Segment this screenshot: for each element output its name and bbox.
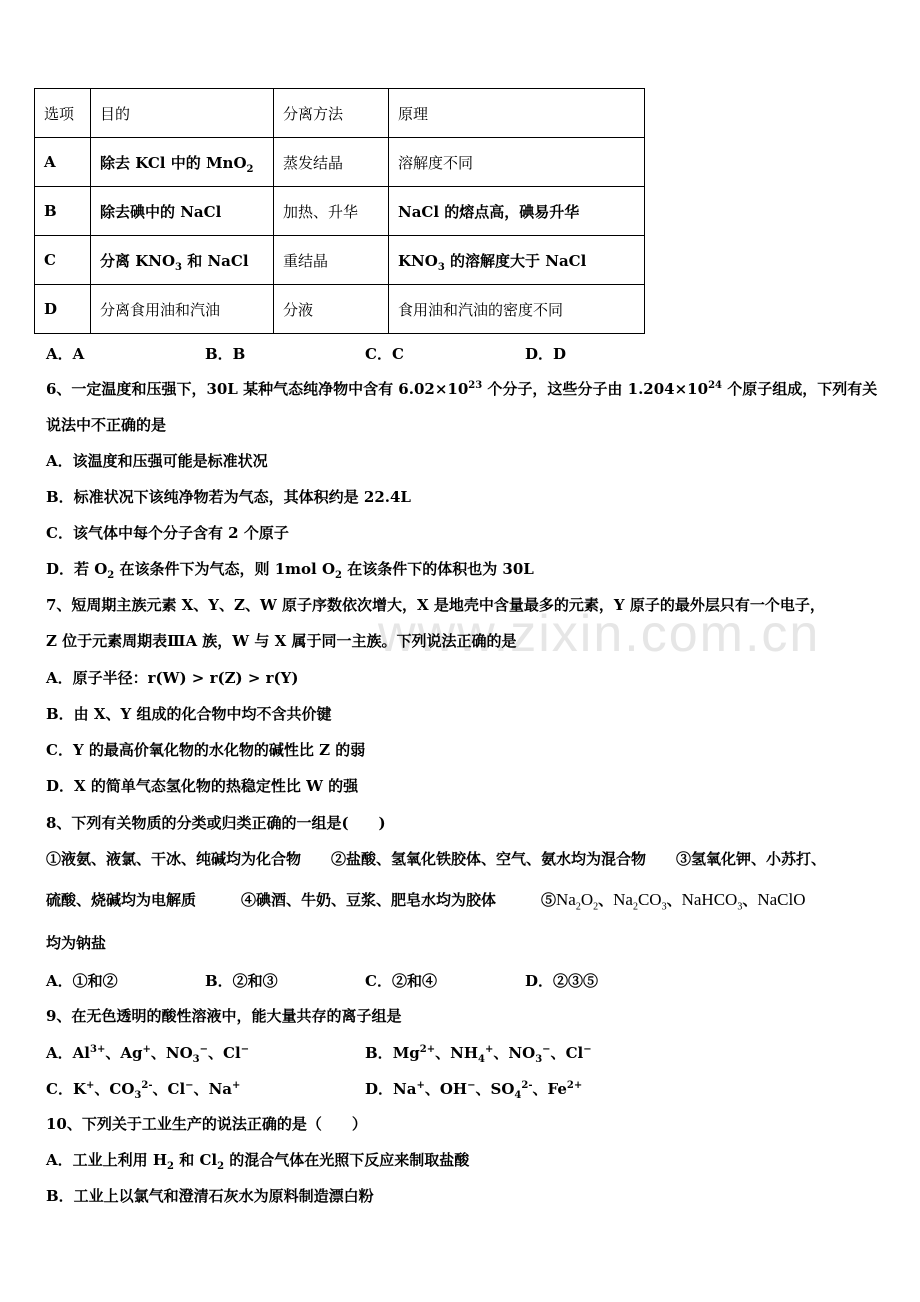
table-row [35,236,645,285]
q6-stem-line-2: 说法中不正确的是 [46,416,167,434]
principle-cell: NaCl 的熔点高，碘易升华 [389,187,645,236]
purpose-cell: 分离食用油和汽油 [91,285,274,334]
q5-option-b: B．B [205,345,246,363]
q7-option-c: C．Y 的最高价氧化物的水化物的碱性比 Z 的弱 [46,741,366,759]
q9-option-c: C．K+、$CO_3^{2-}$、Cl−、Na+ [46,1080,241,1101]
ion: $NH_4^+$ [450,1044,494,1065]
q6-option-b: B．标准状况下该纯净物若为气态，其体积约是 22.4L [46,488,411,506]
table-row [35,187,645,236]
principle-cell: 溶解度不同 [389,138,645,187]
ion: Cl− [565,1044,592,1062]
ion: Na+ [393,1080,425,1098]
formula-naclo: NaClO [757,890,806,909]
q8-option-a: A．①和② [46,972,118,990]
q7-stem-line-2: Z 位于元素周期表ⅢA 族，W 与 X 属于同一主族。下列说法正确的是 [46,632,517,650]
formula-na2co3: $Na_2CO_3$ [613,890,667,913]
ion: K+ [72,1080,95,1098]
ion: Cl− [167,1080,194,1098]
q9-stem: 9、在无色透明的酸性溶液中，能大量共存的离子组是 [46,1007,402,1025]
q8-statement-line-1: ①液氨、液氯、干冰、纯碱均为化合物 ②盐酸、氢氧化铁胶体、空气、氨水均为混合物 ③氢氧化钾、小苏打、 [46,850,827,868]
purpose-cell: 除去碘中的 NaCl [91,187,274,236]
q5-option-d: D．D [525,345,567,363]
option-label: D． [365,1080,394,1098]
q9-option-a: A．$Al^{3+}$、Ag+、$NO_3^-$、Cl− [46,1044,250,1065]
q8-option-d: D．②③⑤ [525,972,599,990]
option-cell: A [35,138,91,187]
separation-methods-table [34,88,645,334]
ion: $Mg^{2+}$ [392,1044,436,1062]
purpose-cell: 除去 KCl 中的 MnO$_2$ [91,138,274,187]
formula-na2o2: $Na_2O_2$ [556,890,599,913]
ion: $Al^{3+}$ [72,1044,106,1062]
method-cell: 蒸发结晶 [274,138,389,187]
table-header-row [35,89,645,138]
q8-statement-line-3: 均为钠盐 [46,934,107,952]
method-cell: 重结晶 [274,236,389,285]
principle-cell: 食用油和汽油的密度不同 [389,285,645,334]
option-label: B． [365,1044,393,1062]
q8-option-b: B．②和③ [205,972,278,990]
ion: $Fe^{2+}$ [547,1080,583,1098]
q7-option-d: D．X 的简单气态氢化物的热稳定性比 W 的强 [46,777,359,795]
formula-nahco3: NaHCO$_3$ [681,890,743,913]
ion: $SO_4^{2-}$ [490,1080,533,1101]
method-cell: 加热、升华 [274,187,389,236]
q10-option-b: B．工业上以氯气和澄清石灰水为原料制造漂白粉 [46,1187,374,1205]
q6-option-a: A．该温度和压强可能是标准状况 [46,452,268,470]
ion: $NO_3^-$ [165,1044,209,1065]
q9-option-b: B．$Mg^{2+}$、$NH_4^+$、$NO_3^-$、Cl− [365,1044,592,1065]
q5-option-c: C．C [365,345,404,363]
ion: Na+ [208,1080,241,1098]
header-cell: 原理 [389,89,645,138]
option-label: A． [46,1044,73,1062]
header-cell: 分离方法 [274,89,389,138]
q9-option-d: D．Na+、OH−、$SO_4^{2-}$、$Fe^{2+}$ [365,1080,583,1101]
q5-option-a: A．A [46,345,85,363]
ion: Ag+ [120,1044,151,1062]
table-row [35,138,645,187]
q8-option-c: C．②和④ [365,972,437,990]
option-label: C． [46,1080,73,1098]
table-row [35,285,645,334]
option-cell: D [35,285,91,334]
ion: OH− [439,1080,476,1098]
watermark: www.zixin.com.cn [378,605,821,663]
principle-cell: $KNO_3$ 的溶解度大于 NaCl [389,236,645,285]
option-cell: C [35,236,91,285]
header-cell: 选项 [35,89,91,138]
q6-option-d: D．若 $O_2$ 在该条件下为气态，则 1mol $O_2$ 在该条件下的体积也为 30L [46,560,534,581]
q6-option-c: C．该气体中每个分子含有 2 个原子 [46,524,289,542]
q8-statement-line-2: 硫酸、烧碱均为电解质 ④碘酒、牛奶、豆浆、肥皂水均为胶体 $⑤Na_2O_2$、$Na_2CO_3$、NaHCO$_3$、NaClO [46,890,806,913]
ion: $CO_3^{2-}$ [109,1080,153,1101]
option-cell: B [35,187,91,236]
q7-option-a: A．原子半径：r(W) > r(Z) > r(Y) [46,669,299,687]
q6-stem-line-1: 6、一定温度和压强下，30L 某种气态纯净物中含有 $6.02\times 10^{23}$ 个分子，这些分子由 $1.204\times 10^{24}$ 个原子组成，下列有关 [46,380,878,398]
q7-stem-line-1: 7、短周期主族元素 X、Y、Z、W 原子序数依次增大，X 是地壳中含量最多的元素，Y 原子的最外层只有一个电子， [46,596,825,614]
q8-stem: 8、下列有关物质的分类或归类正确的一组是( ) [46,814,386,832]
method-cell: 分液 [274,285,389,334]
q7-option-b: B．由 X、Y 组成的化合物中均不含共价键 [46,705,332,723]
q10-stem: 10、下列关于工业生产的说法正确的是（ ） [46,1115,367,1133]
q10-option-a: A．工业上利用 $H_2$ 和 $Cl_2$ 的混合气体在光照下反应来制取盐酸 [46,1151,470,1172]
ion: $NO_3^-$ [508,1044,551,1065]
purpose-cell: 分离 $KNO_3$ 和 NaCl [91,236,274,285]
header-cell: 目的 [91,89,274,138]
ion: Cl− [223,1044,250,1062]
